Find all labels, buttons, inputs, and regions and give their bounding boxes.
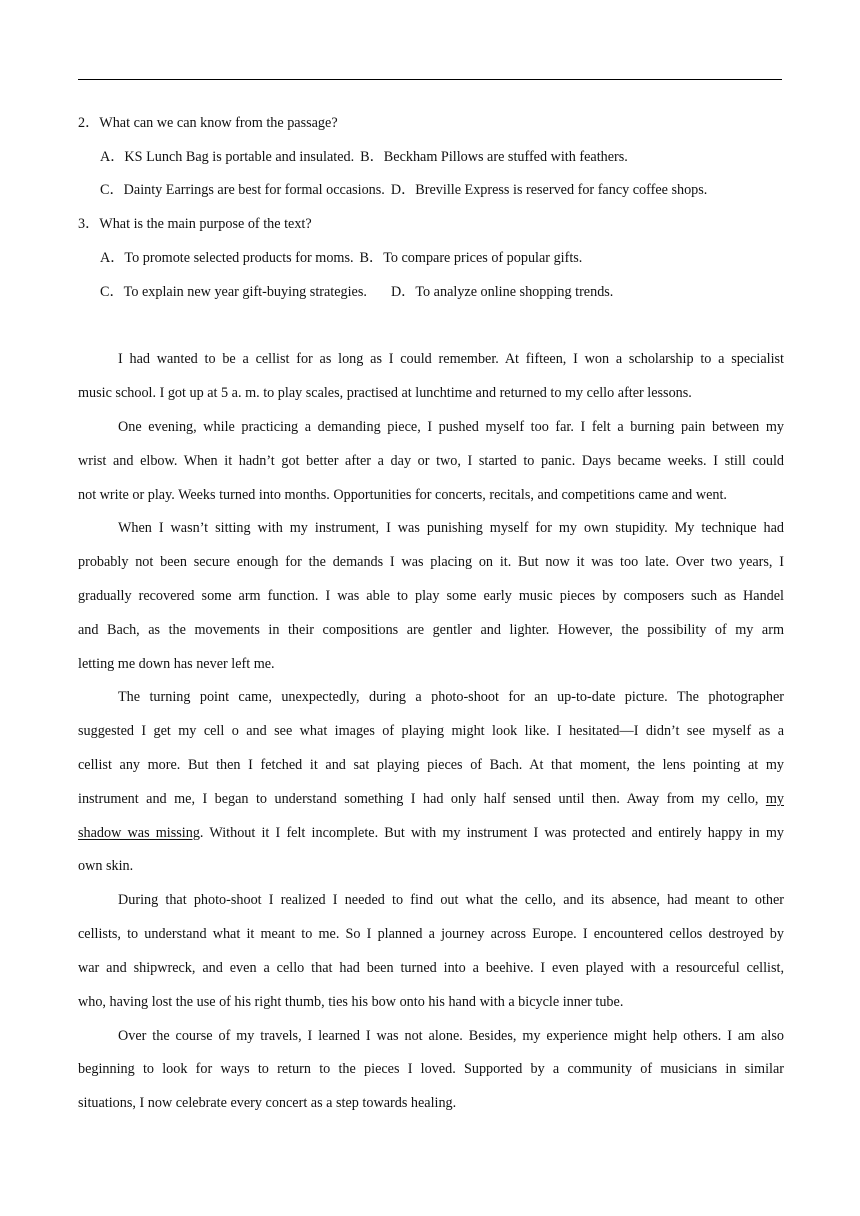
passage-line: When I wasn’t sitting with my instrument, I was punishing myself for my own stupidity. My technique had: [118, 520, 784, 536]
question-2: [78, 116, 338, 130]
option-b[interactable]: B．Beckham Pillows are stuffed with feathers.: [360, 149, 628, 165]
passage-line: wrist and elbow. When it hadn’t got better after a day or two, I started to panic. Days became weeks. I still could: [78, 453, 784, 469]
question-text: What can we can know from the passage?: [99, 115, 338, 131]
passage-line: During that photo-shoot I realized I needed to find out what the cello, and its absence, had meant to other: [118, 892, 784, 908]
question-text: What is the main purpose of the text?: [99, 216, 312, 232]
passage-line: Over the course of my travels, I learned I was not alone. Besides, my experience might help others. I am also: [118, 1028, 784, 1044]
option-c[interactable]: C．To explain new year gift-buying strategies.: [100, 284, 367, 300]
passage-line: own skin.: [78, 858, 134, 874]
passage-line: cellists, to understand what it meant to me. So I planned a journey across Europe. I encountered cellos destroyed by: [78, 926, 784, 942]
option-b[interactable]: B．To compare prices of popular gifts.: [359, 250, 583, 266]
passage-line: letting me down has never left me.: [78, 656, 275, 672]
underlined-phrase: shadow was missing: [78, 825, 200, 841]
question-number: 2．: [78, 115, 100, 131]
passage-line: war and shipwreck, and even a cello that had been turned into a beehive. I even played with a resourceful cellist,: [78, 960, 784, 976]
passage-line: I had wanted to be a cellist for as long as I could remember. At fifteen, I won a scholarship to a specialist: [118, 351, 784, 367]
passage-line: not write or play. Weeks turned into months. Opportunities for concerts, recitals, and competitions came and went.: [78, 487, 727, 503]
passage-line: and Bach, as the movements in their compositions are gentler and lighter. However, the possibility of my arm: [78, 622, 784, 638]
passage-line: suggested I get my cell o and see what images of playing might look like. I hesitated—I didn’t see myself as a: [78, 723, 784, 739]
question-number: 3．: [78, 216, 100, 232]
option-d[interactable]: D．Breville Express is reserved for fancy coffee shops.: [390, 182, 708, 198]
underlined-phrase: my: [765, 791, 784, 807]
passage-text: instrument and me, I began to understand something I had only half sensed until then. Away from my cello,: [78, 791, 759, 807]
passage-line: situations, I now celebrate every concert as a step towards healing.: [78, 1095, 457, 1111]
question-3-options-row-2: [100, 285, 613, 299]
passage-line: beginning to look for ways to return to the pieces I loved. Supported by a community of musicians in similar: [78, 1061, 784, 1077]
question-2-options-row-1: [100, 150, 628, 164]
question-3: [78, 217, 312, 231]
option-d[interactable]: D．To analyze online shopping trends.: [390, 284, 614, 300]
option-c[interactable]: C．Dainty Earrings are best for formal occasions.: [100, 182, 385, 198]
header-rule: [78, 79, 782, 80]
passage-text: . Without it I felt incomplete. But with my instrument I was protected and entirely happy in my: [199, 825, 784, 841]
passage-line: cellist any more. But then I fetched it and sat playing pieces of Bach. At that moment, the lens pointing at my: [78, 757, 784, 773]
passage-line: probably not been secure enough for the demands I was placing on it. But now it was too late. Over two years, I: [78, 554, 784, 570]
passage-line: The turning point came, unexpectedly, during a photo-shoot for an up-to-date picture. The photographer: [118, 689, 784, 705]
passage-line: music school. I got up at 5 a. m. to play scales, practised at lunchtime and returned to my cello after lessons.: [78, 385, 692, 401]
passage-line: [78, 792, 784, 806]
passage-line: who, having lost the use of his right thumb, ties his bow onto his hand with a bicycle inner tube.: [78, 994, 624, 1010]
option-a[interactable]: A．To promote selected products for moms.: [100, 250, 354, 266]
passage-line: One evening, while practicing a demanding piece, I pushed myself too far. I felt a burning pain between my: [118, 419, 784, 435]
question-2-options-row-2: [100, 183, 707, 197]
passage-line: gradually recovered some arm function. I was able to play some early music pieces by composers such as Handel: [78, 588, 784, 604]
passage-line: [78, 826, 784, 840]
question-3-options-row-1: [100, 251, 582, 265]
option-a[interactable]: A．KS Lunch Bag is portable and insulated.: [100, 149, 355, 165]
